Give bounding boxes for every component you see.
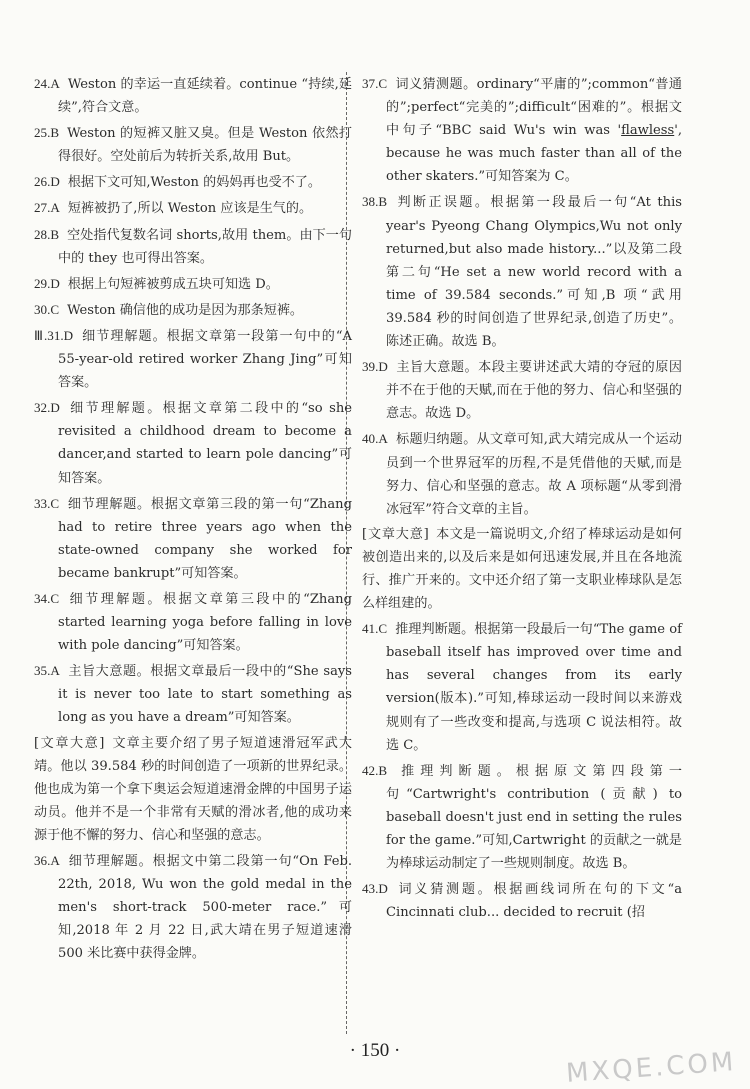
answer-number: 25.B (34, 125, 60, 141)
answer-number: Ⅲ.31.D (34, 327, 74, 343)
answer-item (34, 492, 352, 585)
article-summary (362, 523, 682, 615)
answer-item (362, 190, 682, 353)
answer-item (362, 877, 682, 924)
answer-item (34, 849, 352, 965)
answer-text: 细节理解题。根据文章第一段第一句中的“A 55-year-old retired worker Zhang Jing”可知答案。 (58, 328, 353, 391)
answer-item (362, 355, 682, 425)
answer-item (34, 72, 352, 119)
answer-text: Weston 确信他的成功是因为那条短裤。 (67, 302, 304, 318)
answer-text: Weston 的短裤又脏又臭。但是 Weston 依然打得很好。空处前后为转折关系,故用 But。 (58, 126, 352, 165)
answer-number: 40.A (362, 431, 388, 447)
answer-item (34, 396, 352, 489)
summary-text: 本文是一篇说明文,介绍了棒球运动是如何被创造出来的,以及后来是如何迅速发展,并且在各地流行、推广开来的。文中还介绍了第一支职业棒球队是怎么样组建的。 (362, 526, 682, 612)
answer-number: 35.A (34, 663, 60, 679)
answer-text: 根据下文可知,Weston 的妈妈再也受不了。 (67, 175, 321, 191)
answer-text: 词义猜测题。根据画线词所在句的下文“a Cincinnati club... decided to recruit (招 (386, 882, 682, 921)
answer-text: 推理判断题。根据第一段最后一句“The game of baseball itself has improved over time and has several changes from its early version(版本).”可知,棒球运动一段时间以来游戏规则有了一些改变和提高,与选项 C 说法相符。故选 C。 (386, 622, 682, 753)
answer-number: 39.D (362, 359, 388, 375)
answer-text: 词义猜测题。ordinary“平庸的”;common“普通的”;perfect“完美的”;difficult“困难的”。根据文中句子“BBC said Wu's win was ' (386, 77, 682, 139)
answer-text: 推理判断题。根据原文第四段第一句“Cartwright's contribution (贡献) to baseball doesn't just end in setting the rules for the game.”可知,Cartwright 的贡献之一就是为棒球运动制定了一些规则制度。故选 B。 (386, 763, 682, 872)
answer-text: ', because he was much faster than all of the other skaters.”可知答案为 C。 (386, 123, 682, 185)
answer-number: 43.D (362, 881, 388, 897)
answer-number: 42.B (362, 762, 388, 778)
answer-item (34, 170, 352, 194)
underlined-word: flawless (621, 123, 675, 139)
answer-number: 27.A (34, 200, 60, 216)
answer-text: 根据上句短裤被剪成五块可知选 D。 (67, 276, 279, 292)
answer-item (34, 121, 352, 168)
answer-text: 细节理解题。根据文中第二段第一句“On Feb. 22th, 2018, Wu won the gold medal in the men's short-track 500-meter race.”可知,2018 年 2 月 22 日,武大靖在男子短道速滑 500 米比赛中获得金牌。 (58, 854, 352, 962)
answer-text: 判断正误题。根据第一段最后一句“At this year's Pyeong Chang Olympics,Wu not only returned,but also made history...”以及第二段第二句“He set a new world record with a time of 39.584 seconds.”可知,B 项“武用 39.584 秒的时间创造了世界纪录,创造了历史”。陈述正确。故选 B。 (386, 195, 682, 350)
answer-text: 短裤被扔了,所以 Weston 应该是生气的。 (67, 201, 313, 217)
answer-number: 32.D (34, 400, 60, 416)
answer-item (362, 759, 682, 875)
answer-item (34, 659, 352, 729)
watermark-logo: MXQE.COM (564, 1047, 737, 1089)
answer-item (362, 427, 682, 520)
summary-tag: [文章大意] (34, 735, 105, 751)
answer-item (34, 223, 352, 270)
answer-number: 38.B (362, 194, 388, 210)
article-summary (34, 732, 352, 847)
answer-text: 空处指代复数名词 shorts,故用 them。由下一句中的 they 也可得出答案。 (58, 227, 352, 266)
answer-item (362, 72, 682, 188)
answer-text: 细节理解题。根据文章第三段中的“Zhang started learning yoga before falling in love with pole dancing”可知答案。 (58, 591, 352, 654)
answer-number: 33.C (34, 495, 60, 511)
answer-number: 41.C (362, 621, 388, 637)
right-column (362, 72, 682, 926)
answer-number: 26.D (34, 174, 60, 190)
answer-number: 37.C (362, 76, 388, 91)
answer-item (34, 298, 352, 322)
answer-text: 标题归纳题。从文章可知,武大靖完成从一个运动员到一个世界冠军的历程,不是凭借他的天赋,而是努力、信心和坚强的意志。故 A 项标题“从零到滑冰冠军”符合文章的主旨。 (386, 432, 682, 517)
answer-text: 细节理解题。根据文章第三段的第一句“Zhang had to retire three years ago when the state-owned company she worked for became bankrupt”可知答案。 (58, 496, 352, 581)
answer-number: 36.A (34, 853, 60, 868)
answer-number: 29.D (34, 275, 60, 291)
answer-number: 34.C (34, 590, 60, 606)
summary-tag: [文章大意] (362, 526, 430, 542)
answer-text: 主旨大意题。本段主要讲述武大靖的夺冠的原因并不在于他的天赋,而在于他的努力、信心和坚强的意志。故选 D。 (386, 360, 682, 422)
answer-number: 28.B (34, 226, 60, 242)
left-column (34, 72, 352, 967)
answer-item (34, 272, 352, 296)
answer-text: Weston 的幸运一直延续着。continue “持续,延续”,符合文意。 (58, 77, 352, 116)
page-number: · 150 · (349, 1040, 401, 1061)
answer-number: 30.C (34, 301, 60, 317)
answer-item (34, 196, 352, 220)
answer-item (34, 587, 352, 657)
answer-number: 24.A (34, 76, 60, 91)
summary-text: 文章主要介绍了男子短道速滑冠军武大靖。他以 39.584 秒的时间创造了一项新的世界纪录。他也成为第一个拿下奥运会短道速滑金牌的中国男子运动员。他并不是一个非常有天赋的滑冰者,他的成功来源于他不懈的努力、信心和坚强的意志。 (34, 735, 353, 843)
answer-item (362, 617, 682, 757)
answer-text: 主旨大意题。根据文章最后一段中的“She says it is never too late to start something as long as you have a dream”可知答案。 (58, 664, 352, 726)
answer-text: 细节理解题。根据文章第二段中的“so she revisited a childhood dream to become a dancer,and started to learn pole dancing”可知答案。 (58, 401, 352, 486)
answer-item (34, 324, 352, 394)
